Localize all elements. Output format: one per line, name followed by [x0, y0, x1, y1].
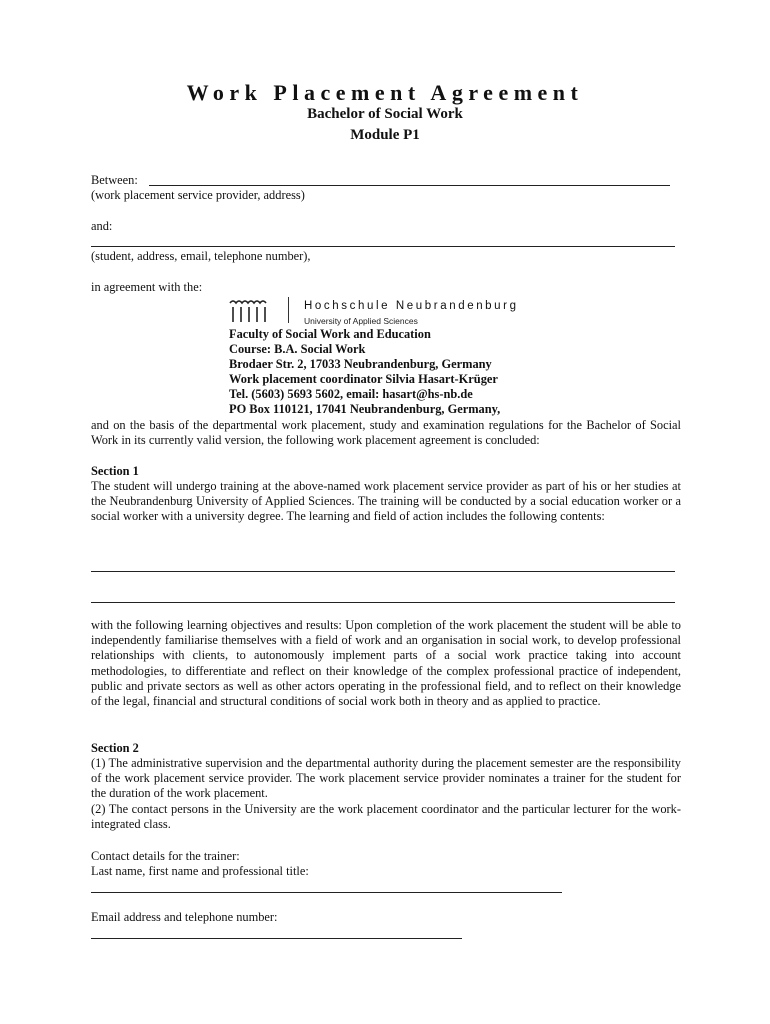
course-line: Course: B.A. Social Work [229, 342, 366, 356]
contents-fill-line-1[interactable] [91, 571, 675, 572]
contact-line: Tel. (5603) 5693 5602, email: hasart@hs-nb.de [229, 387, 473, 401]
university-logo-name: Hochschule Neubrandenburg [304, 300, 519, 312]
document-subtitle-degree: Bachelor of Social Work [307, 106, 463, 122]
trainer-name-label: Last name, first name and professional title: [91, 864, 309, 878]
section1-heading: Section 1 [91, 464, 139, 478]
and-label: and: [91, 219, 113, 233]
coordinator-line: Work placement coordinator Silvia Hasart-Krüger [229, 372, 498, 386]
logo-divider [288, 297, 289, 323]
provider-fill-line[interactable] [149, 185, 670, 186]
university-logo-subtitle: University of Applied Sciences [304, 316, 418, 326]
document-title: Work Placement Agreement [186, 80, 584, 105]
document-subtitle-module: Module P1 [350, 127, 420, 143]
trainer-contact-label: Contact details for the trainer: [91, 849, 240, 863]
faculty-line: Faculty of Social Work and Education [229, 327, 431, 341]
section1-paragraph: The student will undergo training at the above-named work placement service provider as part of his or her studies at the Neubrandenburg University of Applied Sciences. The training will be conducted by a social education worker or a social worker with a university degree. The learning and field of action includes the following contents: [91, 479, 681, 524]
section2-paragraph-1: (1) The administrative supervision and the departmental authority during the placement semester are the responsibility of the work placement service provider. The work placement service provider nominates a trainer for the student for the duration of the work placement. [91, 756, 681, 801]
university-logo-icon [229, 298, 269, 324]
section2-paragraph-2: (2) The contact persons in the University are the work placement coordinator and the particular lecturer for the work-integrated class. [91, 802, 681, 832]
agreement-label: in agreement with the: [91, 280, 203, 294]
student-hint: (student, address, email, telephone number), [91, 249, 311, 263]
address-line: Brodaer Str. 2, 17033 Neubrandenburg, Germany [229, 357, 492, 371]
objectives-paragraph: with the following learning objectives and results: Upon completion of the work placement the student will be able to independently familiarise themselves with a field of work and an organisation in social work, to develop professional relationships with clients, to autonomously implement parts of a social work practice taking into account methodologies, to differentiate and reflect on their knowledge of the complex professional practice of independent, public and private sectors as well as other actors operating in the professional field, and to reflect on their knowledge of the legal, financial and structural conditions of social work both in theory and as applied to practice. [91, 618, 681, 709]
trainer-email-fill-line[interactable] [91, 938, 462, 939]
student-fill-line[interactable] [91, 246, 675, 247]
section2-heading: Section 2 [91, 741, 139, 755]
trainer-name-fill-line[interactable] [91, 892, 562, 893]
provider-hint: (work placement service provider, address) [91, 188, 305, 202]
po-box-line: PO Box 110121, 17041 Neubrandenburg, Germany, [229, 402, 501, 416]
between-label: Between: [91, 173, 138, 187]
trainer-email-label: Email address and telephone number: [91, 910, 278, 924]
contents-fill-line-2[interactable] [91, 602, 675, 603]
basis-paragraph: and on the basis of the departmental work placement, study and examination regulations for the Bachelor of Social Work in its currently valid version, the following work placement agreement is concluded: [91, 418, 681, 448]
